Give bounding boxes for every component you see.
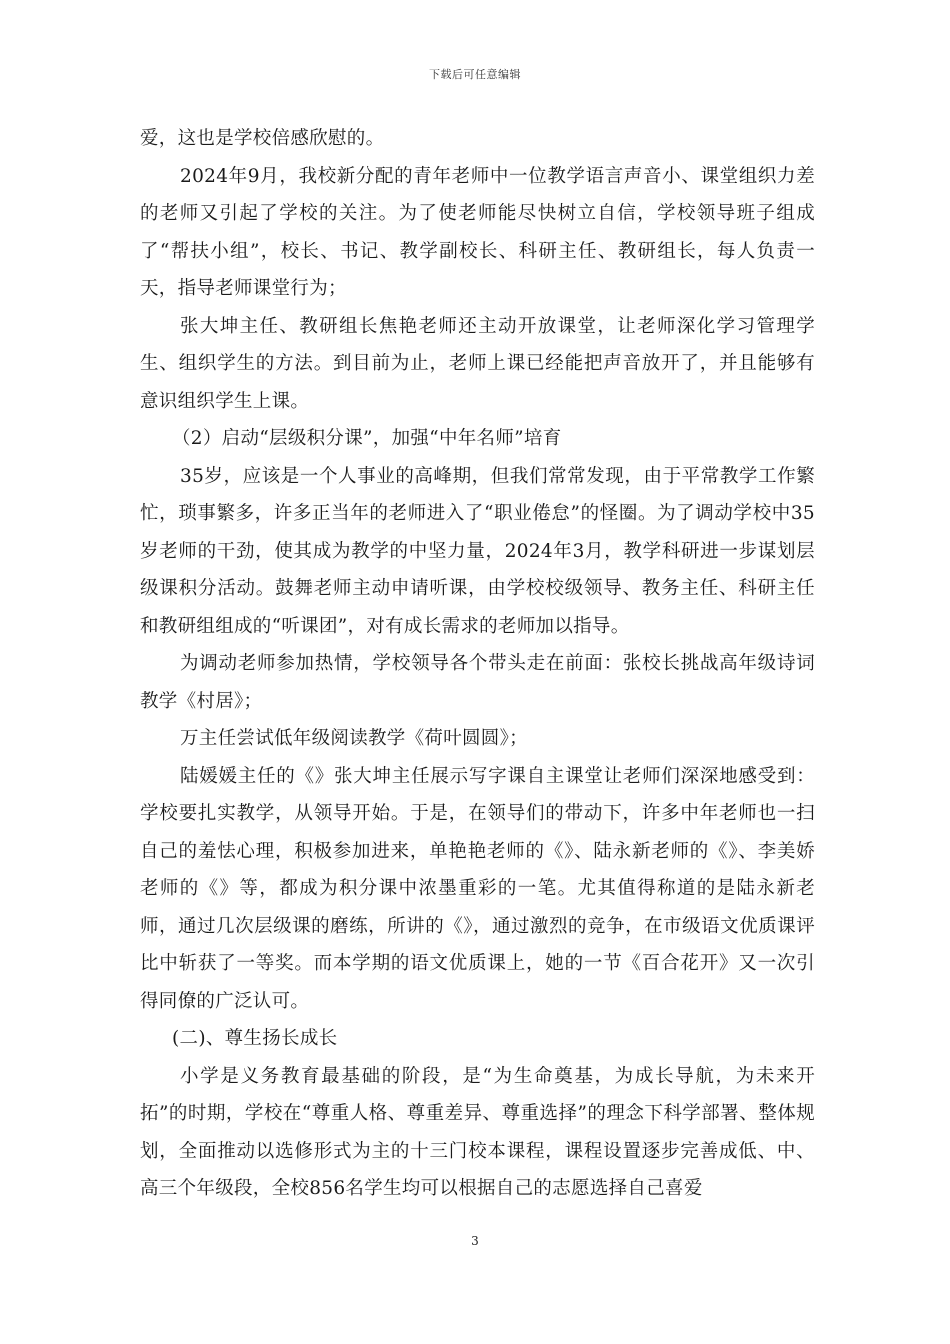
paragraph-5: 35岁，应该是一个人事业的高峰期，但我们常常发现，由于平常教学工作繁忙，琐事繁多，许多正当年的老师进入了“职业倦怠”的怪圈。为了调动学校中35岁老师的干劲，使其成为教学的中坚力量，2024年3月，教学科研进一步谋划层级课积分活动。鼓舞老师主动申请听课，由学校校级领导、教务主任、科研主任和教研组组成的“听课团”，对有成长需求的老师加以指导。 [140,465,815,637]
paragraph-8: 陆媛媛主任的《》张大坤主任展示写字课自主课堂让老师们深深地感受到：学校要扎实教学，从领导开始。于是，在领导们的带动下，许多中年老师也一扫自己的羞怯心理，积极参加进来，单艳艳老师的《》、陆永新老师的《》、李美娇老师的《》等，都成为积分课中浓墨重彩的一笔。尤其值得称道的是陆永新老师，通过几次层级课的磨练，所讲的《》，通过激烈的竞争，在市级语文优质课评比中斩获了一等奖。而本学期的语文优质课上，她的一节《百合花开》又一次引得同僚的广泛认可。 [140,765,815,1012]
paragraph-2: 2024年9月，我校新分配的青年老师中一位教学语言声音小、课堂组织力差的老师又引起了学校的关注。为了使老师能尽快树立自信，学校领导班子组成了“帮扶小组”，校长、书记、教学副校长、科研主任、教研组长，每人负责一天，指导老师课堂行为； [140,165,815,299]
paragraph-10: 小学是义务教育最基础的阶段，是“为生命奠基，为成长导航，为未来开拓”的时期，学校在“尊重人格、尊重差异、尊重选择”的理念下科学部署、整体规划，全面推动以选修形式为主的十三门校本课程，课程设置逐步完善成低、中、高三个年级段，全校856名学生均可以根据自己的志愿选择自己喜爱 [140,1065,815,1199]
document-body [140,120,815,1208]
paragraph-6: 为调动老师参加热情，学校领导各个带头走在前面：张校长挑战高年级诗词教学《村居》； [140,653,815,712]
page-number: 3 [471,1234,479,1248]
page-header: 下载后可任意编辑 [429,68,521,81]
paragraph-7: 万主任尝试低年级阅读教学《荷叶圆圆》； [180,728,528,749]
paragraph-1: 爱，这也是学校倍感欣慰的。 [140,128,385,149]
section-heading-respect-students: (二)、尊生扬长成长 [172,1028,338,1049]
paragraph-3: 张大坤主任、教研组长焦艳老师还主动开放课堂，让老师深化学习管理学生、组织学生的方法。到目前为止，老师上课已经能把声音放开了，并且能够有意识组织学生上课。 [140,315,815,412]
section-heading-layered-credit-class: （2）启动“层级积分课”，加强“中年名师”培育 [172,428,562,449]
